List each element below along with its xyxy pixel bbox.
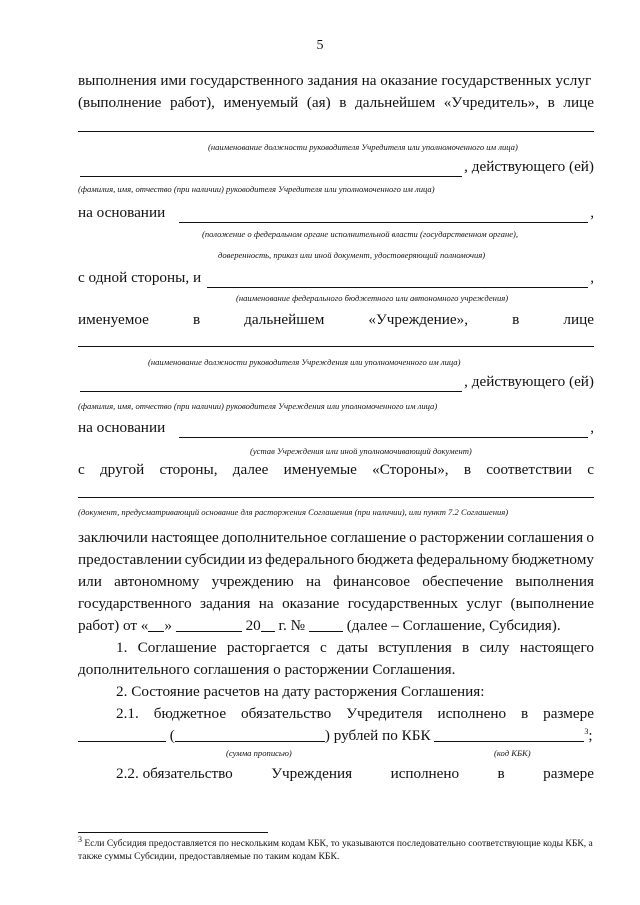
line-17: 2. Состояние расчетов на дату расторжения Соглашения: xyxy=(116,683,485,700)
footnote-ref: 3 xyxy=(584,726,589,736)
caption-amount-words: (сумма прописью) xyxy=(226,748,292,758)
caption-termination-basis: (документ, предусматривающий основание для расторжения Соглашения (при наличии), или пункт 7.2 Соглашения) xyxy=(78,507,509,517)
blank-amount-words[interactable] xyxy=(175,726,325,742)
caption-founder-basis-1: (положение о федеральном органе исполнительной власти (государственном органе), xyxy=(202,229,519,239)
line-7: , действующего (ей) xyxy=(78,372,594,392)
line-3: , действующего (ей) xyxy=(78,157,594,177)
line-19: ( ) рублей по КБК $^3$; xyxy=(78,726,594,746)
blank-founder-name[interactable] xyxy=(80,161,462,177)
blank-kbk-code[interactable] xyxy=(434,726,584,742)
blank-amount-digits[interactable] xyxy=(78,726,166,742)
line-8: на основании , xyxy=(78,419,594,436)
line-5: с одной стороны, и , xyxy=(78,269,594,286)
blank-agreement-number[interactable] xyxy=(309,616,343,632)
blank-institution-name[interactable] xyxy=(207,272,588,288)
caption-founder-position: (наименование должности руководителя Учредителя или уполномоченного им лица) xyxy=(208,142,518,152)
line-20: 2.2. обязательство Учреждения исполнено в размере xyxy=(116,765,594,782)
blank-line-institution-position[interactable] xyxy=(78,346,594,347)
line-12: или автономному учреждению на финансовое обеспечение выполнения xyxy=(78,573,594,590)
caption-kbk-code: (код КБК) xyxy=(494,748,531,758)
line-4: на основании , xyxy=(78,204,594,221)
blank-line-founder-position[interactable] xyxy=(78,131,594,132)
footnote xyxy=(78,834,598,863)
caption-institution-name: (наименование федерального бюджетного или автономного учреждения) xyxy=(236,293,509,303)
line-9: с другой стороны, далее именуемые «Стороны», в соответствии с xyxy=(78,461,594,478)
caption-founder-name: (фамилия, имя, отчество (при наличии) руководителя Учредителя или уполномоченного им лица) xyxy=(78,184,435,194)
blank-agreement-day[interactable] xyxy=(148,616,164,632)
footnote-text: Если Субсидия предоставляется по нескольким кодам КБК, то указываются последовательно соответствующие коды КБК, а также суммы Субсидии, предоставляемые по таким кодам КБК. xyxy=(78,838,593,862)
line-14: работ) от « » 20 г. № (далее – Соглашение, Субсидия). xyxy=(78,617,561,634)
blank-institution-basis[interactable] xyxy=(179,422,588,438)
line-6: именуемое в дальнейшем «Учреждение», в лице xyxy=(78,311,594,328)
line-13: государственного задания на оказание государственных услуг (выполнение xyxy=(78,595,594,612)
blank-line-termination-basis[interactable] xyxy=(78,497,594,498)
caption-founder-basis-2: доверенность, приказ или иной документ, удостоверяющий полномочия) xyxy=(218,250,486,260)
line-16: дополнительного соглашения о расторжении Соглашения. xyxy=(78,661,456,678)
caption-institution-position: (наименование должности руководителя Учреждения или уполномоченного им лица) xyxy=(148,357,461,367)
page-number: 5 xyxy=(316,38,324,53)
line-10: заключили настоящее дополнительное соглашение о расторжении соглашения о xyxy=(78,529,594,546)
caption-institution-head-name: (фамилия, имя, отчество (при наличии) руководителя Учреждения или уполномоченного им лица) xyxy=(78,401,438,411)
line-18: 2.1. бюджетное обязательство Учредителя исполнено в размере xyxy=(116,705,594,722)
footnote-separator xyxy=(78,832,268,833)
line-1: выполнения ими государственного задания на оказание государственных услуг xyxy=(78,72,592,89)
footnote-marker: 3 xyxy=(78,834,82,844)
blank-agreement-year[interactable] xyxy=(261,616,275,632)
blank-agreement-month[interactable] xyxy=(176,616,242,632)
blank-founder-basis[interactable] xyxy=(179,207,588,223)
blank-institution-head-name[interactable] xyxy=(80,376,462,392)
line-11: предоставлении субсидии из федерального бюджета федеральному бюджетному xyxy=(78,551,594,568)
line-15: 1. Соглашение расторгается с даты вступления в силу настоящего xyxy=(116,639,594,656)
line-2: (выполнение работ), именуемый (ая) в дальнейшем «Учредитель», в лице xyxy=(78,94,594,111)
caption-institution-basis: (устав Учреждения или иной уполномочивающий документ) xyxy=(250,446,472,456)
